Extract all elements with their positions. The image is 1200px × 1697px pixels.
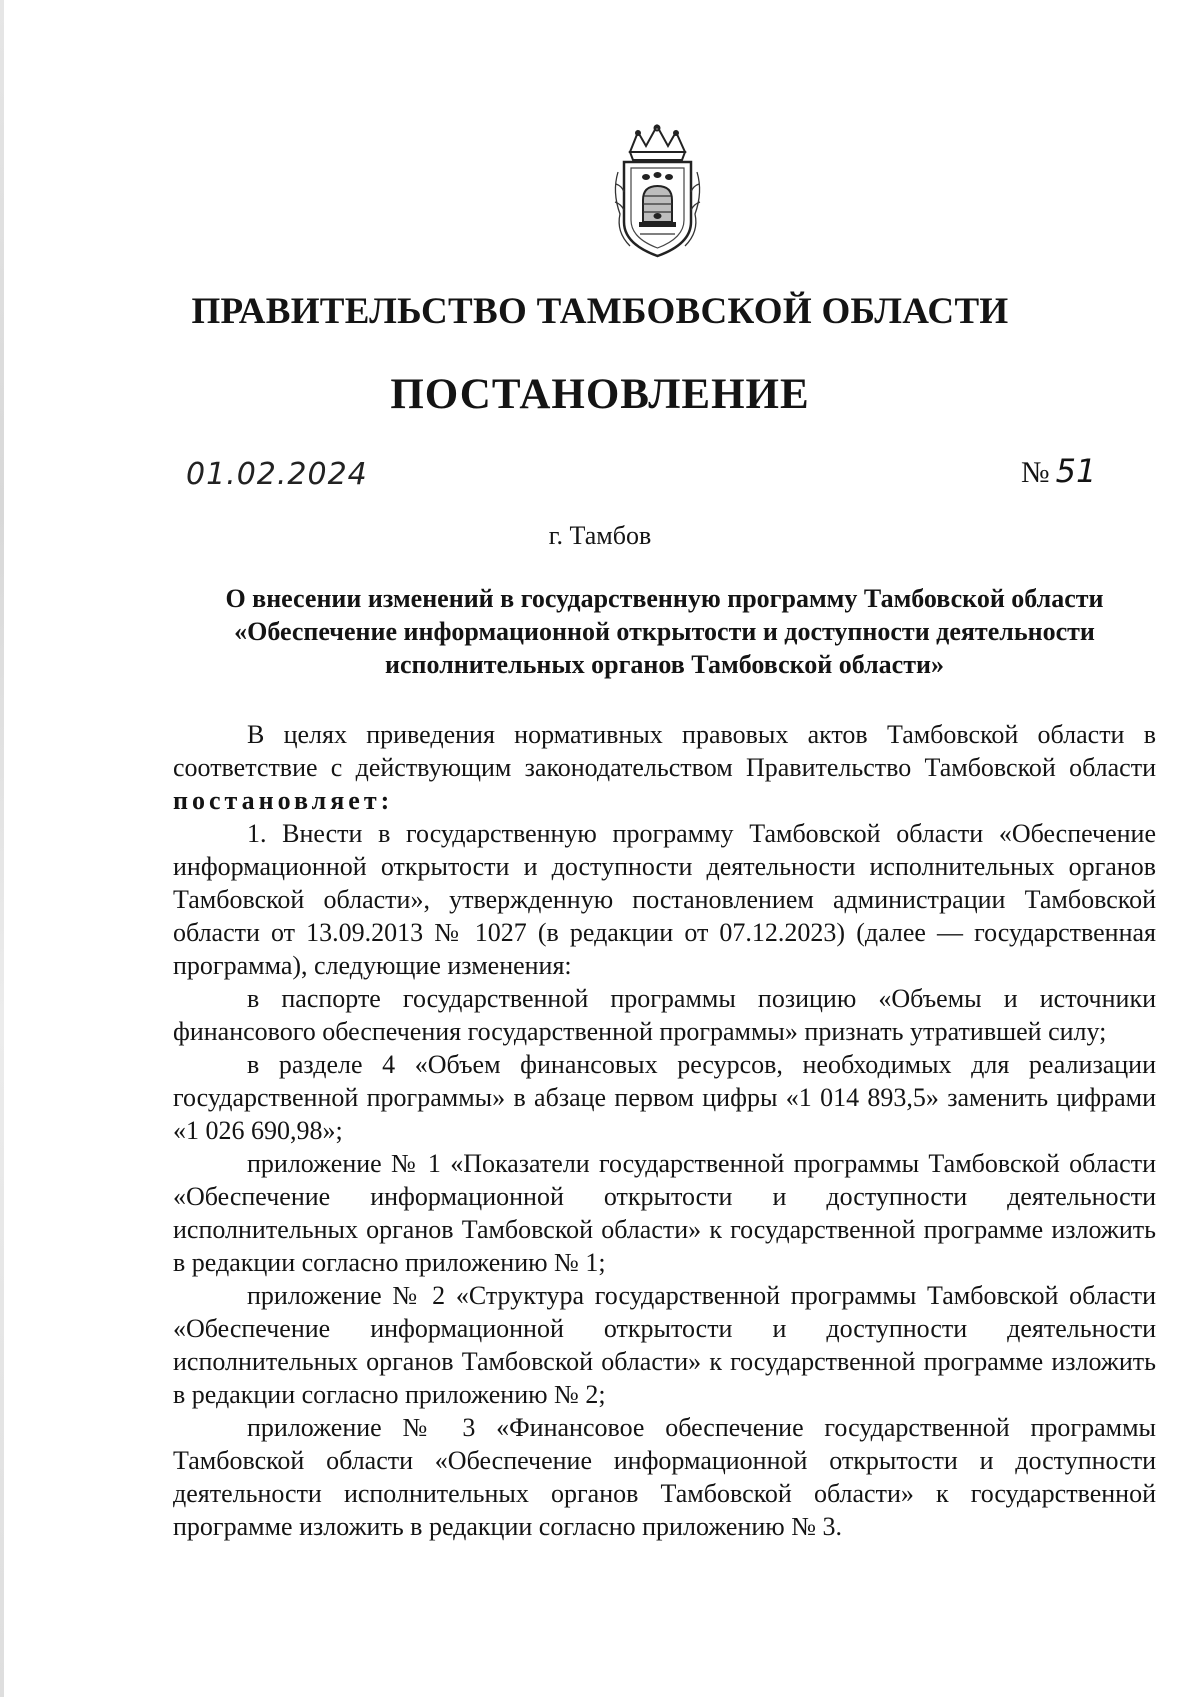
document-title: О внесении изменений в государственную программу Тамбовской области «Обеспечение информационной открытости и доступности деятельности исполнительных органов Тамбовской области» <box>225 584 1104 679</box>
document-number <box>1021 452 1096 490</box>
issuing-authority: ПРАВИТЕЛЬСТВО ТАМБОВСКОЙ ОБЛАСТИ <box>191 291 1009 332</box>
document-date: 01.02.2024 <box>186 457 368 492</box>
document-type: ПОСТАНОВЛЕНИЕ <box>390 371 810 418</box>
paragraph-6: приложение № 3 «Финансовое обеспечение государственной программы Тамбовской области «Обеспечение информационной открытости и доступности деятельности исполнительных органов Тамбовской области» к государственной программе изложить в редакции согласно приложению № 3. <box>173 1413 1156 1541</box>
paragraph-3: в разделе 4 «Объем финансовых ресурсов, необходимых для реализации государственной программы» в абзаце первом цифры «1 014 893,5» заменить цифрами «1 026 690,98»; <box>173 1050 1156 1145</box>
number-label: № <box>1021 456 1050 489</box>
preamble-verb: постановляет: <box>173 786 394 815</box>
preamble-paragraph <box>173 718 1156 817</box>
paragraph-2: в паспорте государственной программы позицию «Объемы и источники финансового обеспечения государственной программы» признать утратившей силу; <box>173 984 1156 1046</box>
preamble-text: В целях приведения нормативных правовых актов Тамбовской области в соответствие с действующим законодательством Правительство Тамбовской области <box>173 720 1156 782</box>
tambov-region-coat-of-arms-icon <box>610 122 705 260</box>
number-value: 51 <box>1055 452 1097 490</box>
document-body <box>173 718 1156 1543</box>
paragraph-5: приложение № 2 «Структура государственной программы Тамбовской области «Обеспечение информационной открытости и доступности деятельности исполнительных органов Тамбовской области» к государственной программе изложить в редакции согласно приложению № 2; <box>173 1281 1156 1409</box>
paragraph-1: 1. Внести в государственную программу Тамбовской области «Обеспечение информационной открытости и доступности деятельности исполнительных органов Тамбовской области», утвержденную постановлением администрации Тамбовской области от 13.09.2013 № 1027 (в редакции от 07.12.2023) (далее — государственная программа), следующие изменения: <box>173 819 1156 980</box>
paragraph-4: приложение № 1 «Показатели государственной программы Тамбовской области «Обеспечение информационной открытости и доступности деятельности исполнительных органов Тамбовской области» к государственной программе изложить в редакции согласно приложению № 1; <box>173 1149 1156 1277</box>
city: г. Тамбов <box>548 521 652 550</box>
scan-edge <box>0 0 4 1697</box>
